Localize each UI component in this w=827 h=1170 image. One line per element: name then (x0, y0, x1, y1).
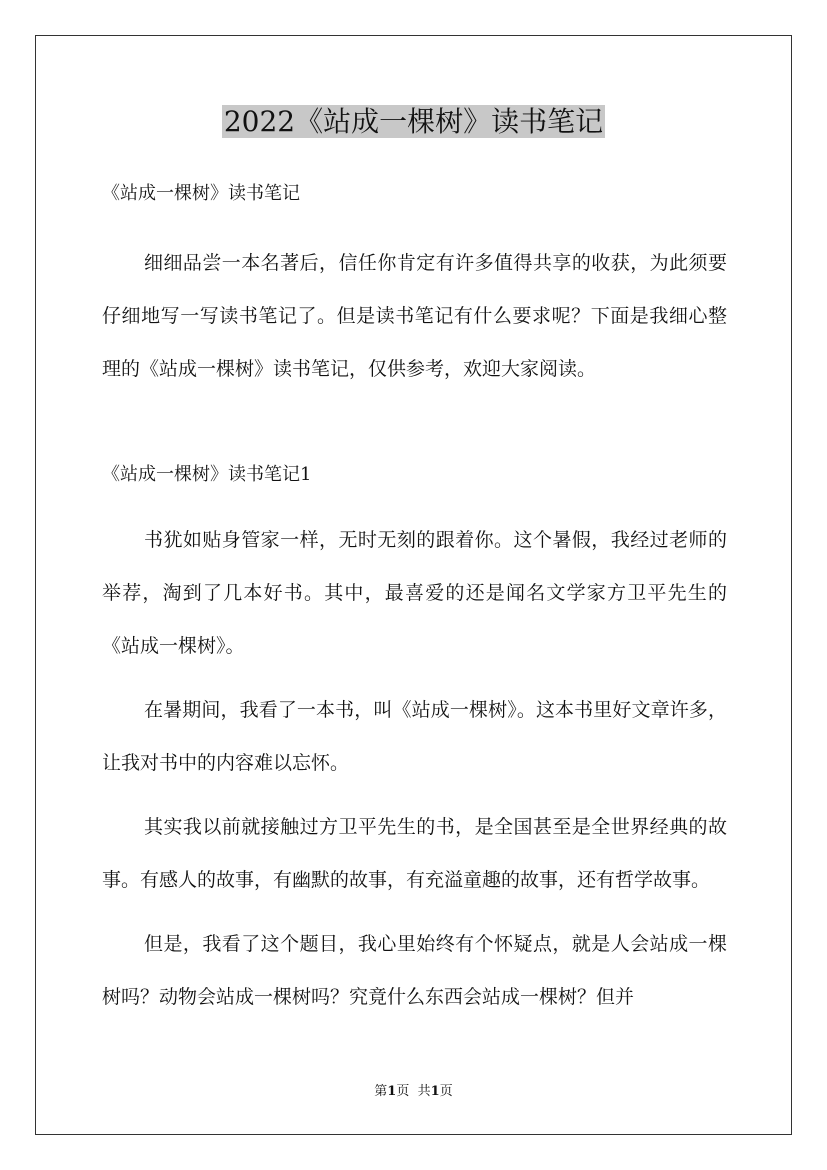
paragraph: 但是，我看了这个题目，我心里始终有个怀疑点，就是人会站成一棵树吗？动物会站成一棵树吗？究竟什么东西会站成一棵树？但并 (102, 933, 727, 1008)
document-title-text: 2022《站成一棵树》读书笔记 (223, 105, 604, 138)
footer-total-pages: 1 (430, 1084, 440, 1099)
paragraph: 书犹如贴身管家一样，无时无刻的跟着你。这个暑假，我经过老师的举荐，淘到了几本好书。其中，最喜爱的还是闻名文学家方卫平先生的《站成一棵树》。 (102, 529, 727, 657)
intro-paragraph: 细细品尝一本名著后，信任你肯定有许多值得共享的收获，为此须要仔细地写一写读书笔记了。但是读书笔记有什么要求呢？下面是我细心整理的《站成一棵树》读书笔记，仅供参考，欢迎大家阅读。 (102, 252, 727, 380)
footer-total-prefix: 共 (417, 1084, 431, 1099)
document-title (0, 102, 827, 142)
paragraph: 其实我以前就接触过方卫平先生的书，是全国甚至是全世界经典的故事。有感人的故事，有幽默的故事，有充溢童趣的故事，还有哲学故事。 (102, 816, 727, 891)
footer-page-suffix: 页 (396, 1084, 410, 1099)
section-heading: 《站成一棵树》读书笔记1 (102, 464, 312, 485)
document-body (102, 172, 727, 1024)
paragraph: 在暑期间，我看了一本书，叫《站成一棵树》。这本书里好文章许多，让我对书中的内容难以忘怀。 (102, 699, 727, 774)
footer-total-suffix: 页 (439, 1084, 453, 1099)
footer-page-prefix: 第 (374, 1084, 388, 1099)
subtitle: 《站成一棵树》读书笔记 (102, 183, 300, 204)
footer-page-number: 1 (387, 1084, 397, 1099)
page-footer (0, 1083, 827, 1101)
